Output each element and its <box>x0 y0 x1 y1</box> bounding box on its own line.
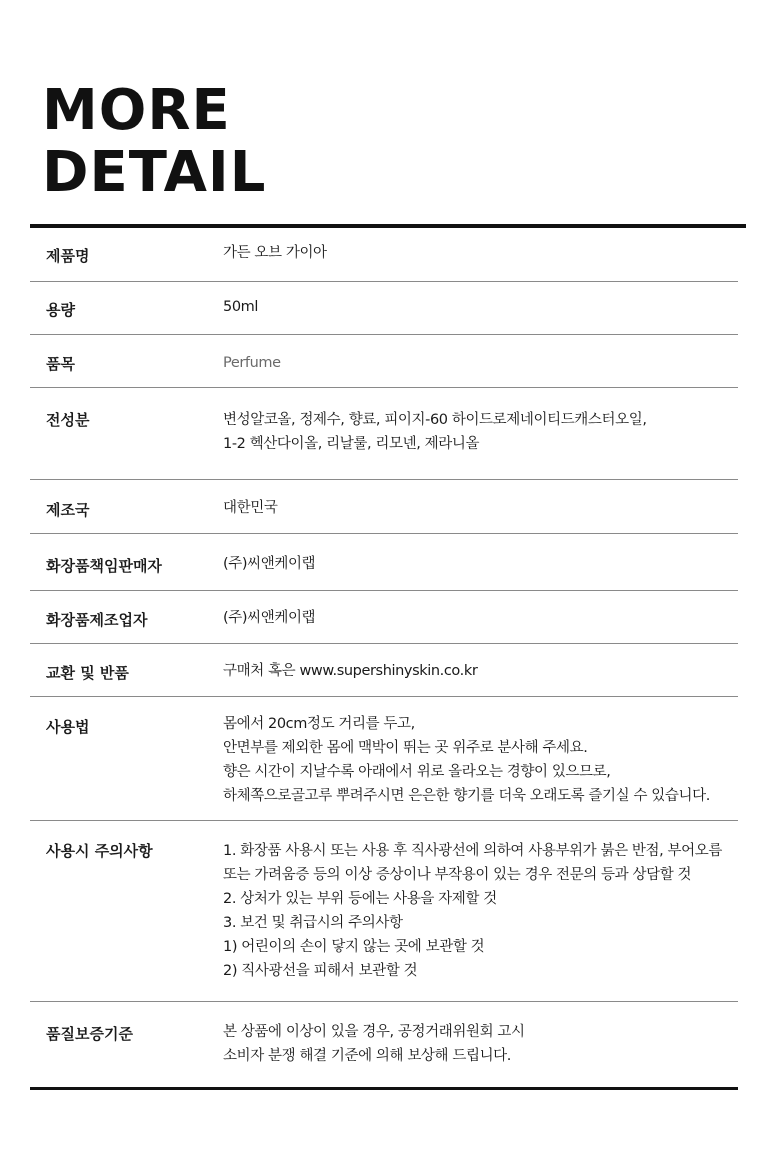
row-value-line: 1) 어린이의 손이 닿지 않는 곳에 보관할 것 <box>223 939 485 955</box>
row-value <box>223 659 738 683</box>
row-value-line: 안면부를 제외한 몸에 맥박이 뛰는 곳 위주로 분사해 주세요. <box>223 740 588 756</box>
table-row-responsible-seller <box>30 534 738 591</box>
row-value <box>223 1020 738 1068</box>
row-value-line: 2) 직사광선을 피해서 보관할 것 <box>223 963 418 979</box>
row-value-line: 소비자 분쟁 해결 기준에 의해 보상해 드립니다. <box>223 1048 511 1064</box>
table-row-precautions <box>30 821 738 1002</box>
row-value-line: (주)씨앤케이랩 <box>223 610 316 626</box>
row-value-line: 또는 가려움증 등의 이상 증상이나 부작용이 있는 경우 전문의 등과 상담할 것 <box>223 867 692 883</box>
table-row-category <box>30 335 738 388</box>
row-value <box>223 552 738 576</box>
table-row-volume <box>30 282 738 335</box>
row-label: 교환 및 반품 <box>46 664 129 682</box>
row-label: 화장품책임판매자 <box>46 557 162 575</box>
row-value-line: 3. 보건 및 취급시의 주의사항 <box>223 915 403 931</box>
title-line-2: DETAIL <box>42 140 267 205</box>
row-value-line: 50ml <box>223 299 259 315</box>
row-label: 용량 <box>46 301 75 319</box>
product-info-table <box>30 229 738 1090</box>
table-row-product-name <box>30 229 738 282</box>
header-divider <box>30 224 746 228</box>
row-value-line: 본 상품에 이상이 있을 경우, 공정거래위원회 고시 <box>223 1024 525 1040</box>
row-value-line: 향은 시간이 지날수록 아래에서 위로 올라오는 경향이 있으므로, <box>223 764 611 780</box>
table-row-country <box>30 480 738 534</box>
row-value-line: 몸에서 20cm정도 거리를 두고, <box>223 716 415 732</box>
row-value-line: (주)씨앤케이랩 <box>223 556 316 572</box>
row-value-line: 1. 화장품 사용시 또는 사용 후 직사광선에 의하여 사용부위가 붉은 반점, 부어오름 <box>223 843 722 859</box>
row-value <box>223 351 738 375</box>
row-value <box>223 496 738 520</box>
table-row-manufacturer <box>30 591 738 644</box>
row-value <box>223 295 738 319</box>
table-row-quality-guarantee <box>30 1002 738 1090</box>
row-value <box>223 606 738 630</box>
row-label: 제조국 <box>46 501 90 519</box>
row-label: 품질보증기준 <box>46 1025 133 1043</box>
page-title <box>42 80 266 204</box>
title-line-1: MORE <box>42 78 231 143</box>
row-value <box>223 408 738 456</box>
row-value-line: 가든 오브 가이아 <box>223 245 327 261</box>
row-value-line: 구매처 혹은 www.supershinyskin.co.kr <box>223 663 478 679</box>
row-value <box>223 241 738 265</box>
row-value-line: 2. 상처가 있는 부위 등에는 사용을 자제할 것 <box>223 891 497 907</box>
row-value-line: Perfume <box>223 355 281 371</box>
row-value-line: 변성알코올, 정제수, 향료, 피이지-60 하이드로제네이티드캐스터오일, <box>223 412 647 428</box>
table-row-usage <box>30 697 738 821</box>
row-label: 품목 <box>46 355 75 373</box>
row-value-line: 대한민국 <box>223 500 278 516</box>
row-label: 사용법 <box>46 718 90 736</box>
row-value-line: 하체쪽으로골고루 뿌려주시면 은은한 향기를 더욱 오래도록 즐기실 수 있습니다. <box>223 788 710 804</box>
row-label: 제품명 <box>46 247 90 265</box>
row-value <box>223 839 738 983</box>
table-row-ingredients <box>30 388 738 480</box>
row-label: 화장품제조업자 <box>46 611 148 629</box>
row-label: 사용시 주의사항 <box>46 842 153 860</box>
row-value-line: 1-2 헥산다이올, 리날룰, 리모넨, 제라니올 <box>223 436 480 452</box>
row-value <box>223 712 738 808</box>
table-row-exchange-return <box>30 644 738 697</box>
row-label: 전성분 <box>46 411 90 429</box>
